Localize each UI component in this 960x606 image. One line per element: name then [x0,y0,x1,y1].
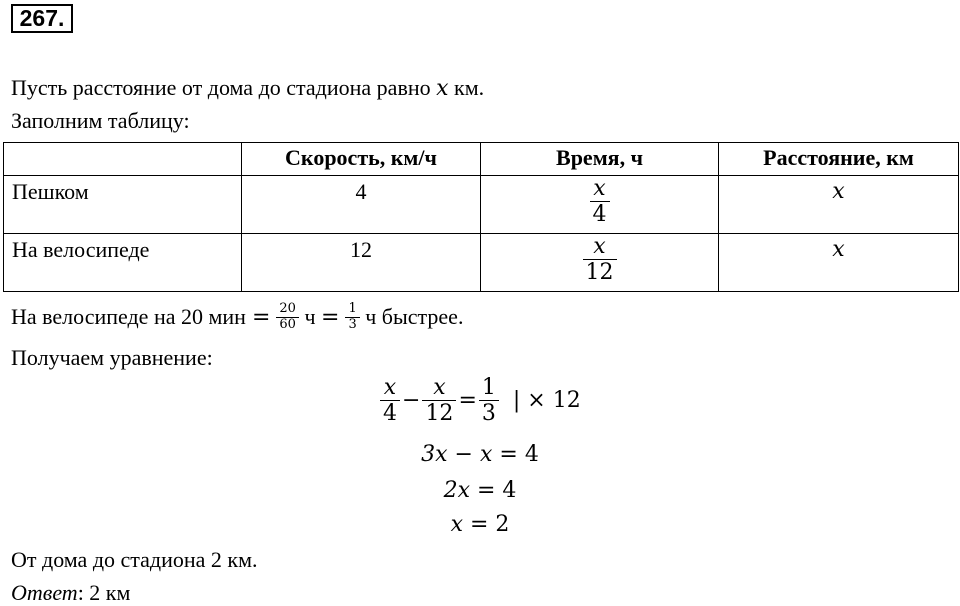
answer-label: Ответ [11,580,78,605]
main-equation [380,375,581,427]
data-table [3,142,959,292]
time-numerator: x [593,176,606,201]
problem-number: 267. [11,4,73,33]
fraction-20-60 [276,302,299,333]
row-speed-bike: 12 [242,234,481,292]
statement-unit: ч [298,304,322,330]
fraction-1-3 [345,302,359,333]
fraction-1-3-eq [479,375,499,427]
fraction-denominator: 3 [479,400,499,426]
time-numerator: x [593,234,606,259]
step-lhs: x [450,512,463,537]
row-label-bike: На велосипеде [4,234,242,292]
row-distance-walk: x [719,176,959,234]
row-label-walk: Пешком [4,176,242,234]
row-speed-walk: 4 [242,176,481,234]
statement-suffix: ч быстрее. [359,304,464,330]
fraction-denominator: 4 [380,400,400,426]
intro-prefix: Пусть расстояние от дома до стадиона равно [11,75,437,100]
time-denominator: 12 [583,259,617,285]
statement-eq-1: = [251,304,271,330]
table-header-empty [4,143,242,176]
table-header-speed: Скорость, км/ч [242,143,481,176]
table-header-row [4,143,959,176]
fraction-denominator: 3 [345,317,359,333]
time-fraction-bike [583,234,617,286]
step-rhs: = 2 [469,512,510,537]
table-row [4,176,959,234]
fraction-numerator: 1 [348,301,357,316]
solution-step-3 [0,512,960,537]
solution-step-2 [0,478,960,503]
step-lhs: 2x [443,478,470,503]
intro-variable: x [436,76,449,101]
time-denominator: 4 [590,201,610,227]
statement-line [11,302,463,333]
fraction-denominator: 60 [276,317,299,333]
intro-line-1 [11,75,484,101]
time-fraction-walk [590,176,610,228]
answer-value: : 2 км [77,580,131,605]
fraction-numerator: 1 [481,375,496,400]
fraction-numerator: x [433,375,446,400]
fraction-denominator: 12 [422,400,456,426]
table-header-distance: Расстояние, км [719,143,959,176]
equation-multiplier: | × 12 [512,388,581,414]
conclusion: От дома до стадиона 2 км. [11,547,258,572]
intro-line-2: Заполним таблицу: [11,108,190,133]
statement-eq-2: = [321,304,340,330]
intro-suffix: км. [448,75,485,100]
step-rhs: = 4 [476,478,517,503]
solution-step-1 [0,442,960,467]
statement-prefix: На велосипеде на 20 мин [11,304,246,330]
equation-equals: = [458,388,477,414]
fraction-x-4 [380,375,400,427]
row-time-walk [481,176,719,234]
table-row [4,234,959,292]
equation-minus: − [402,388,421,414]
fraction-x-12 [422,375,456,427]
fraction-numerator: 20 [279,301,296,316]
step-rhs: = 4 [499,442,539,467]
equation-intro: Получаем уравнение: [11,345,213,370]
row-time-bike [481,234,719,292]
row-distance-bike: x [719,234,959,292]
step-lhs: 3x − x [421,442,493,467]
fraction-numerator: x [383,375,397,400]
answer-line [11,580,130,606]
table-header-time: Время, ч [481,143,719,176]
